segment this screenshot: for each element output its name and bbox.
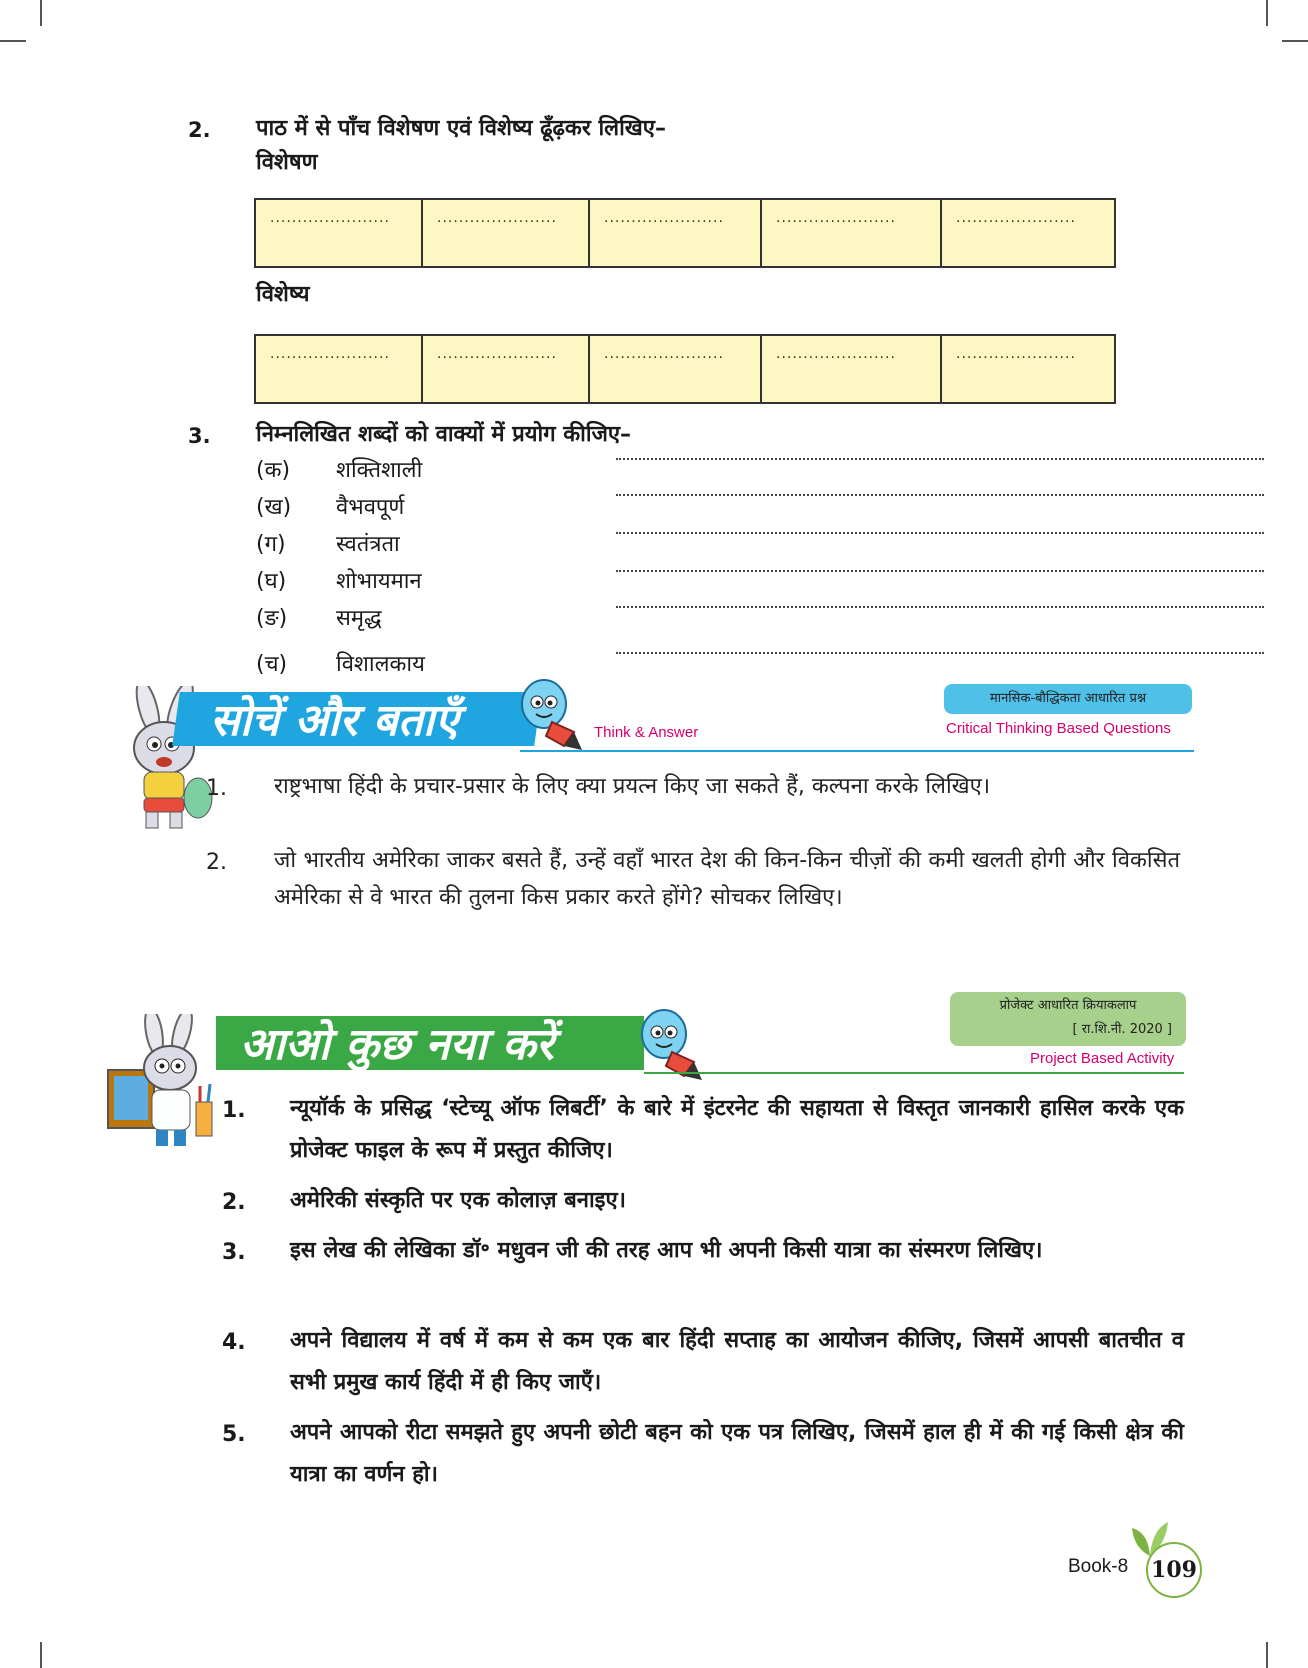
think-question-number: 1. xyxy=(206,776,227,801)
word-label: (ङ) xyxy=(256,606,288,631)
word-item xyxy=(256,565,422,595)
answer-line[interactable] xyxy=(616,532,1264,534)
pencil-mascot-icon xyxy=(636,1006,706,1082)
word-item xyxy=(256,602,382,632)
pencil-mascot-icon xyxy=(516,676,586,752)
answer-line[interactable] xyxy=(616,458,1264,460)
project-question-number: 4. xyxy=(222,1330,246,1355)
q3-number: 3. xyxy=(188,424,211,448)
word-text: स्वतंत्रता xyxy=(336,532,400,557)
visheshan-cell[interactable]: ...................... xyxy=(423,200,590,266)
visheshya-cell[interactable]: ...................... xyxy=(590,336,762,402)
crop-mark xyxy=(1266,1642,1268,1668)
visheshan-cell[interactable]: ...................... xyxy=(256,200,423,266)
crop-mark xyxy=(0,40,26,42)
project-question-text: न्यूयॉर्क के प्रसिद्ध ‘स्टेच्यू ऑफ लिबर्टी’ के बारे में इंटरनेट की सहायता से विस्तृत जानकारी हासिल करके एक प्रोजेक्ट फाइल के रूप में प्रस्तुत कीजिए। xyxy=(290,1096,1184,1163)
project-question-number: 1. xyxy=(222,1098,246,1123)
word-text: शक्तिशाली xyxy=(336,458,423,483)
think-subtitle: Think & Answer xyxy=(594,724,699,741)
crop-mark xyxy=(1282,40,1308,42)
word-label: (ख) xyxy=(256,495,292,520)
word-text: समृद्ध xyxy=(336,606,382,631)
think-tag xyxy=(944,684,1192,714)
visheshan-cell[interactable]: ...................... xyxy=(590,200,762,266)
project-question-text: अमेरिकी संस्कृति पर एक कोलाज़ बनाइए। xyxy=(290,1188,626,1213)
project-question-text: अपने विद्यालय में वर्ष में कम से कम एक बार हिंदी सप्ताह का आयोजन कीजिए, जिसमें आपसी बातचीत व सभी प्रमुख कार्य हिंदी में ही किए जाएँ। xyxy=(290,1328,1184,1395)
project-tag xyxy=(950,992,1186,1046)
think-question-text: राष्ट्रभाषा हिंदी के प्रचार-प्रसार के लिए क्या प्रयत्न किए जा सकते हैं, कल्पना करके लिखिए। xyxy=(274,774,991,799)
project-question-number: 5. xyxy=(222,1422,246,1447)
word-label: (ग) xyxy=(256,532,286,557)
project-tag-code: [ रा.शि.नी. 2020 ] xyxy=(1072,1022,1172,1037)
crop-mark xyxy=(40,0,42,26)
answer-line[interactable] xyxy=(616,570,1264,572)
word-text: विशालकाय xyxy=(336,652,425,677)
project-question-number: 3. xyxy=(222,1240,246,1265)
project-divider xyxy=(644,1072,1184,1074)
think-question-number: 2. xyxy=(206,850,227,875)
book-label: Book-8 xyxy=(1068,1556,1129,1577)
project-question-text: अपने आपको रीटा समझते हुए अपनी छोटी बहन को एक पत्र लिखिए, जिसमें हाल ही में की गई किसी क्षेत्र की यात्रा का वर्णन हो। xyxy=(290,1420,1184,1487)
word-item xyxy=(256,528,400,558)
visheshya-label: विशेष्य xyxy=(256,282,310,307)
q2-number: 2. xyxy=(188,118,211,142)
word-item xyxy=(256,648,425,678)
page-number-circle xyxy=(1146,1542,1202,1598)
bunny-painter-icon xyxy=(104,1014,224,1150)
q2-text: पाठ में से पाँच विशेषण एवं विशेष्य ढूँढ़कर लिखिए– xyxy=(256,116,666,141)
project-tag-english: Project Based Activity xyxy=(1030,1050,1175,1067)
page-number: 109 xyxy=(1151,1557,1197,1583)
visheshya-table xyxy=(254,334,1116,404)
project-title: आओ कुछ नया करें xyxy=(240,1019,554,1070)
project-question-number: 2. xyxy=(222,1190,246,1215)
think-question-text: जो भारतीय अमेरिका जाकर बसते हैं, उन्हें वहाँ भारत देश की किन-किन चीज़ों की कमी खलती होगी और विकसित अमेरिका से वे भारत की तुलना किस प्रकार करते होंगे? सोचकर लिखिए। xyxy=(274,848,1180,910)
word-label: (च) xyxy=(256,652,288,677)
visheshya-cell[interactable]: ...................... xyxy=(762,336,942,402)
visheshan-table xyxy=(254,198,1116,268)
project-question-text: इस लेख की लेखिका डॉ॰ मधुवन जी की तरह आप भी अपनी किसी यात्रा का संस्मरण लिखिए। xyxy=(290,1238,1043,1263)
word-text: शोभायमान xyxy=(336,569,422,594)
crop-mark xyxy=(1266,0,1268,26)
word-item xyxy=(256,454,422,484)
visheshya-cell[interactable]: ...................... xyxy=(256,336,423,402)
crop-mark xyxy=(40,1642,42,1668)
visheshan-label: विशेषण xyxy=(256,150,318,175)
visheshya-cell[interactable]: ...................... xyxy=(956,346,1076,362)
visheshan-cell[interactable]: ...................... xyxy=(956,210,1076,226)
q3-text: निम्नलिखित शब्दों को वाक्यों में प्रयोग कीजिए– xyxy=(256,422,632,447)
visheshya-cell[interactable]: ...................... xyxy=(423,336,590,402)
word-label: (घ) xyxy=(256,569,287,594)
think-tag-text: मानसिक-बौद्धिकता आधारित प्रश्न xyxy=(989,691,1147,706)
word-text: वैभवपूर्ण xyxy=(336,495,405,520)
answer-line[interactable] xyxy=(616,494,1264,496)
word-label: (क) xyxy=(256,458,291,483)
answer-line[interactable] xyxy=(616,652,1264,654)
visheshan-cell[interactable]: ...................... xyxy=(762,200,942,266)
think-divider xyxy=(520,750,1194,752)
answer-line[interactable] xyxy=(616,606,1264,608)
project-tag-text: प्रोजेक्ट आधारित क्रियाकलाप xyxy=(999,998,1137,1013)
think-title: सोचें और बताएँ xyxy=(210,695,459,746)
think-tag-english: Critical Thinking Based Questions xyxy=(946,720,1171,737)
word-item xyxy=(256,491,404,521)
